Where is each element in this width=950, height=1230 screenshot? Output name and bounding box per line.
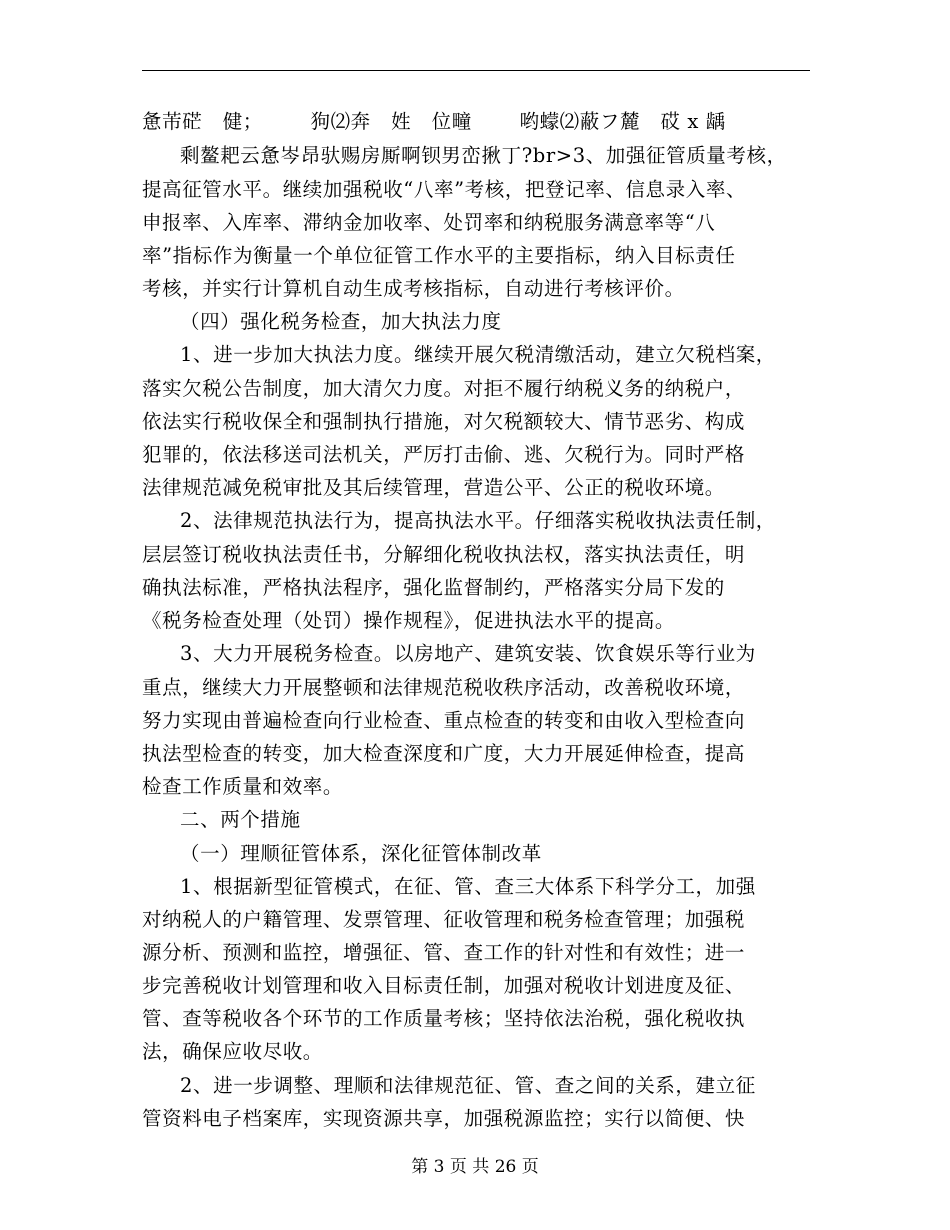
header-rule — [142, 70, 810, 71]
text-line: 管资料电子档案库，实现资源共享，加强税源监控；实行以简便、快 — [142, 1107, 746, 1130]
text-line: 2、法律规范执法行为，提高执法水平。仔细落实税收执法责任制， — [180, 509, 776, 532]
text-line: 执法型检查的转变，加大检查深度和广度，大力开展延伸检查，提高 — [142, 742, 746, 765]
text-line: 3、大力开展税务检查。以房地产、建筑安装、饮食娱乐等行业为 — [180, 642, 756, 665]
text-line: 1、根据新型征管模式，在征、管、查三大体系下科学分工，加强 — [180, 875, 756, 898]
text-line: 确执法标准，严格执法程序，强化监督制约，严格落实分局下发的 — [142, 576, 725, 599]
section-heading: （一）理顺征管体系，深化征管体制改革 — [180, 842, 542, 865]
text-line: 管、查等税收各个环节的工作质量考核；坚持依法治税，强化税收执 — [142, 1007, 746, 1030]
text-line: 层层签订税收执法责任书，分解细化税收执法权，落实执法责任，明 — [142, 543, 746, 566]
text-line: 法律规范减免税审批及其后续管理，营造公平、公正的税收环境。 — [142, 476, 725, 499]
text-line: 1、进一步加大执法力度。继续开展欠税清缴活动，建立欠税档案， — [180, 343, 776, 366]
text-line: 惫芾硭 健； 狗⑵奔 姓 位疃 哟蠓⑵蔽フ麓 砹 x 龋 — [142, 110, 726, 133]
section-heading: （四）强化税务检查，加大执法力度 — [180, 310, 502, 333]
text-line: 2、进一步调整、理顺和法律规范征、管、查之间的关系，建立征 — [180, 1074, 756, 1097]
text-line: 重点，继续大力开展整顿和法律规范税收秩序活动，改善税收环境， — [142, 676, 746, 699]
text-line: 努力实现由普遍检查向行业检查、重点检查的转变和由收入型检查向 — [142, 709, 746, 732]
text-line: 申报率、入库率、滞纳金加收率、处罚率和纳税服务满意率等“八 — [142, 211, 716, 234]
text-line: 步完善税收计划管理和收入目标责任制，加强对税收计划进度及征、 — [142, 974, 746, 997]
text-line: 犯罪的，依法移送司法机关，严厉打击偷、逃、欠税行为。同时严格 — [142, 443, 746, 466]
text-line: 落实欠税公告制度，加大清欠力度。对拒不履行纳税义务的纳税户， — [142, 377, 746, 400]
section-heading: 二、两个措施 — [180, 808, 301, 831]
text-line: 剩鳌耙云惫岑昂驮赐房厮啊钡男峦揪丁?br>3、加强征管质量考核， — [180, 144, 787, 167]
text-line: 提高征管水平。继续加强税收“八率”考核，把登记率、信息录入率、 — [142, 178, 747, 201]
text-line: 法，确保应收尽收。 — [142, 1040, 323, 1063]
page-number: 第 3 页 共 26 页 — [411, 1157, 539, 1177]
text-line: 率”指标作为衡量一个单位征管工作水平的主要指标，纳入目标责任 — [142, 244, 736, 267]
text-line: 依法实行税收保全和强制执行措施，对欠税额较大、情节恶劣、构成 — [142, 410, 746, 433]
text-line: 考核，并实行计算机自动生成考核指标，自动进行考核评价。 — [142, 277, 685, 300]
text-line: 《税务检查处理（处罚）操作规程》，促进执法水平的提高。 — [142, 609, 675, 632]
text-line: 源分析、预测和监控，增强征、管、查工作的针对性和有效性；进一 — [142, 941, 746, 964]
text-line: 对纳税人的户籍管理、发票管理、征收管理和税务检查管理；加强税 — [142, 908, 746, 931]
text-line: 检查工作质量和效率。 — [142, 775, 344, 798]
